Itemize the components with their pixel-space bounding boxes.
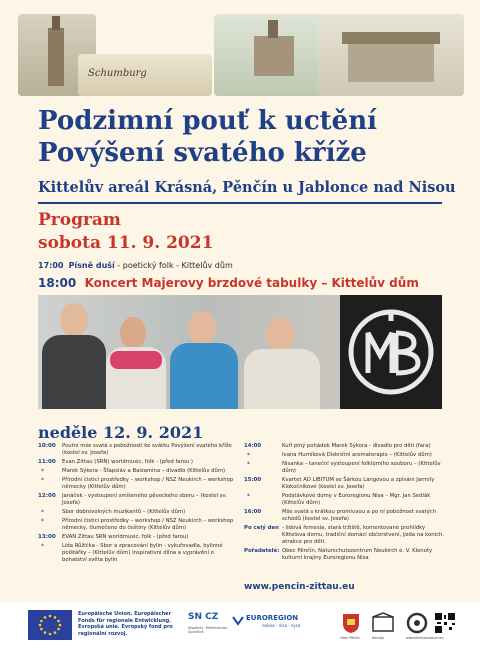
program-item: * Podstávkové domy v Euroregionu Nisa – Mgr. Jan Sedlák (Kittelův dům) (247, 493, 431, 506)
sunday-program-right (244, 443, 450, 564)
logo-label-web: www.kittelumuseum.eu (406, 636, 444, 640)
person-2 (100, 295, 170, 409)
klenoty-logo-icon (372, 612, 394, 634)
round-logo-icon (406, 612, 428, 634)
event-time: 17:00 (38, 261, 64, 270)
event-name: Koncert Majerovy brzdové tabulky – Kittelův dům (84, 276, 419, 290)
postcard-panel-house (318, 14, 464, 96)
subtitle-location: Kittelův areál Krásná, Pěnčín u Jablonce nad Nisou (38, 179, 456, 196)
program-item: * Sbor dobrovolných muzikantů – (Kittelův dům) (41, 509, 186, 516)
eu-funding-text: Europäische Union. Europäischer Fonds für regionale Entwicklung. Evropská unie. Evropský fond pro regionální rozvoj. (78, 611, 173, 637)
program-item: * Lída Růžička - Sbor a zpracování bylin - vykuřovadla, bylinné polštářky – (Kittelův dům) Inspirativní dílna a vyprávění o bohatství světa bylin (41, 543, 223, 563)
logo-label-pencin: Obec Pěnčín (340, 636, 360, 640)
postcard-panel-village (214, 14, 326, 96)
title-line-2: Povýšení svatého kříže (38, 138, 367, 168)
event-detail: - poetický folk - Kittelův dům (114, 261, 233, 270)
euroregion-icon (232, 614, 244, 626)
sn-cz-logo: SN CZ (188, 612, 219, 622)
divider (38, 202, 442, 204)
person-3 (166, 295, 242, 409)
website-link[interactable]: www.pencin-zittau.eu (244, 582, 355, 592)
mbt-logo-icon (344, 303, 438, 401)
event-name: Písně duší (68, 261, 115, 270)
coat-of-arms-icon (340, 612, 362, 634)
program-item: 10:00 Poutní mše svatá s pobožností ke svátku Povýšení svatého kříže (kostel sv. Josefa) (38, 443, 232, 456)
qr-code-icon (434, 612, 456, 634)
person-4 (238, 295, 324, 409)
sunday-program-left (38, 443, 236, 566)
logo-label-klenoty: Klenoty (372, 636, 385, 640)
program-item: 11:00 Evan Zittau (SRN) worldmusic, folk - (před farou ) (38, 459, 193, 465)
saturday-date: sobota 11. 9. 2021 (38, 233, 214, 253)
band-logo (340, 295, 442, 409)
program-item: Po celý den - lidová řemesla, stará tržiště, komentované prohlídky Kittelova domu, tradiční domácí občerstvení, jízda na koních, atrakce pro děti. (244, 525, 445, 545)
program-item: Pořadatelé: Obec Pěnčín, Naturschutzzentrum Neukirch e. V. Klenoty kulturní krajiny Euroregionu Nisa (244, 548, 433, 561)
band-photo (38, 295, 442, 409)
footer-logos (0, 602, 480, 666)
program-item: 14:00 Kuří plný pohádek Marek Sýkora - divadlo pro děti (fara) (244, 443, 431, 449)
program-item: * Přírodní čisticí prostředky – workshop / NSZ Neukirch – workshop německy, tlumočeno do češtiny (Kittelův dům) (41, 518, 234, 531)
sn-cz-caption: Wspólnie. Mitteinander. Společně. (188, 626, 228, 635)
program-item: * Ivana Hurníková Diskrétní aromaterapie – (Kittelův dům) (247, 452, 432, 459)
program-item: * Nisanka – taneční vystoupení folklórního souboru – (Kittelův dům) (247, 461, 441, 474)
euroregion-logo: EUROREGION (246, 614, 299, 622)
program-item: * Přírodní čisticí prostředky – workshop / NSZ Neukirch – workshop německy (Kittelův dům) (41, 477, 234, 490)
eu-flag-icon (28, 610, 72, 640)
title-line-1: Podzimní pouť k uctění (38, 106, 377, 136)
saturday-event-1 (38, 261, 233, 270)
program-item: 15:00 Kvartet AD LIBITUM se Šárkou Langovou a zpíváni Jarmily Klokočníkové (kostel sv. Josefa) (244, 477, 435, 490)
euroregion-caption: neisse - nisa - nysa (262, 623, 301, 628)
postcard-header-image (18, 14, 464, 96)
postcard-script: Schumburg (88, 68, 147, 79)
saturday-event-2 (38, 276, 419, 290)
program-item: * Marek Sýkora - Šťapsláv a Balzamína – divadlo (Kittelův dům) (41, 468, 226, 475)
program-item: 12:00 Janáček - vystoupení smíšeného pěveckého sboru – (kostel sv. Josefa) (38, 493, 227, 506)
sunday-date: neděle 12. 9. 2021 (38, 423, 204, 442)
program-item: 13:00 EVAN Zittau SRN worldmusic, folk - (před farou) (38, 534, 189, 540)
program-item: 16:00 Mše svatá s krátkou promluvou a po ní pobožnost svatých schodů (kostel sv. Josefa) (244, 509, 437, 522)
event-time: 18:00 (38, 276, 77, 290)
program-heading: Program (38, 210, 121, 230)
